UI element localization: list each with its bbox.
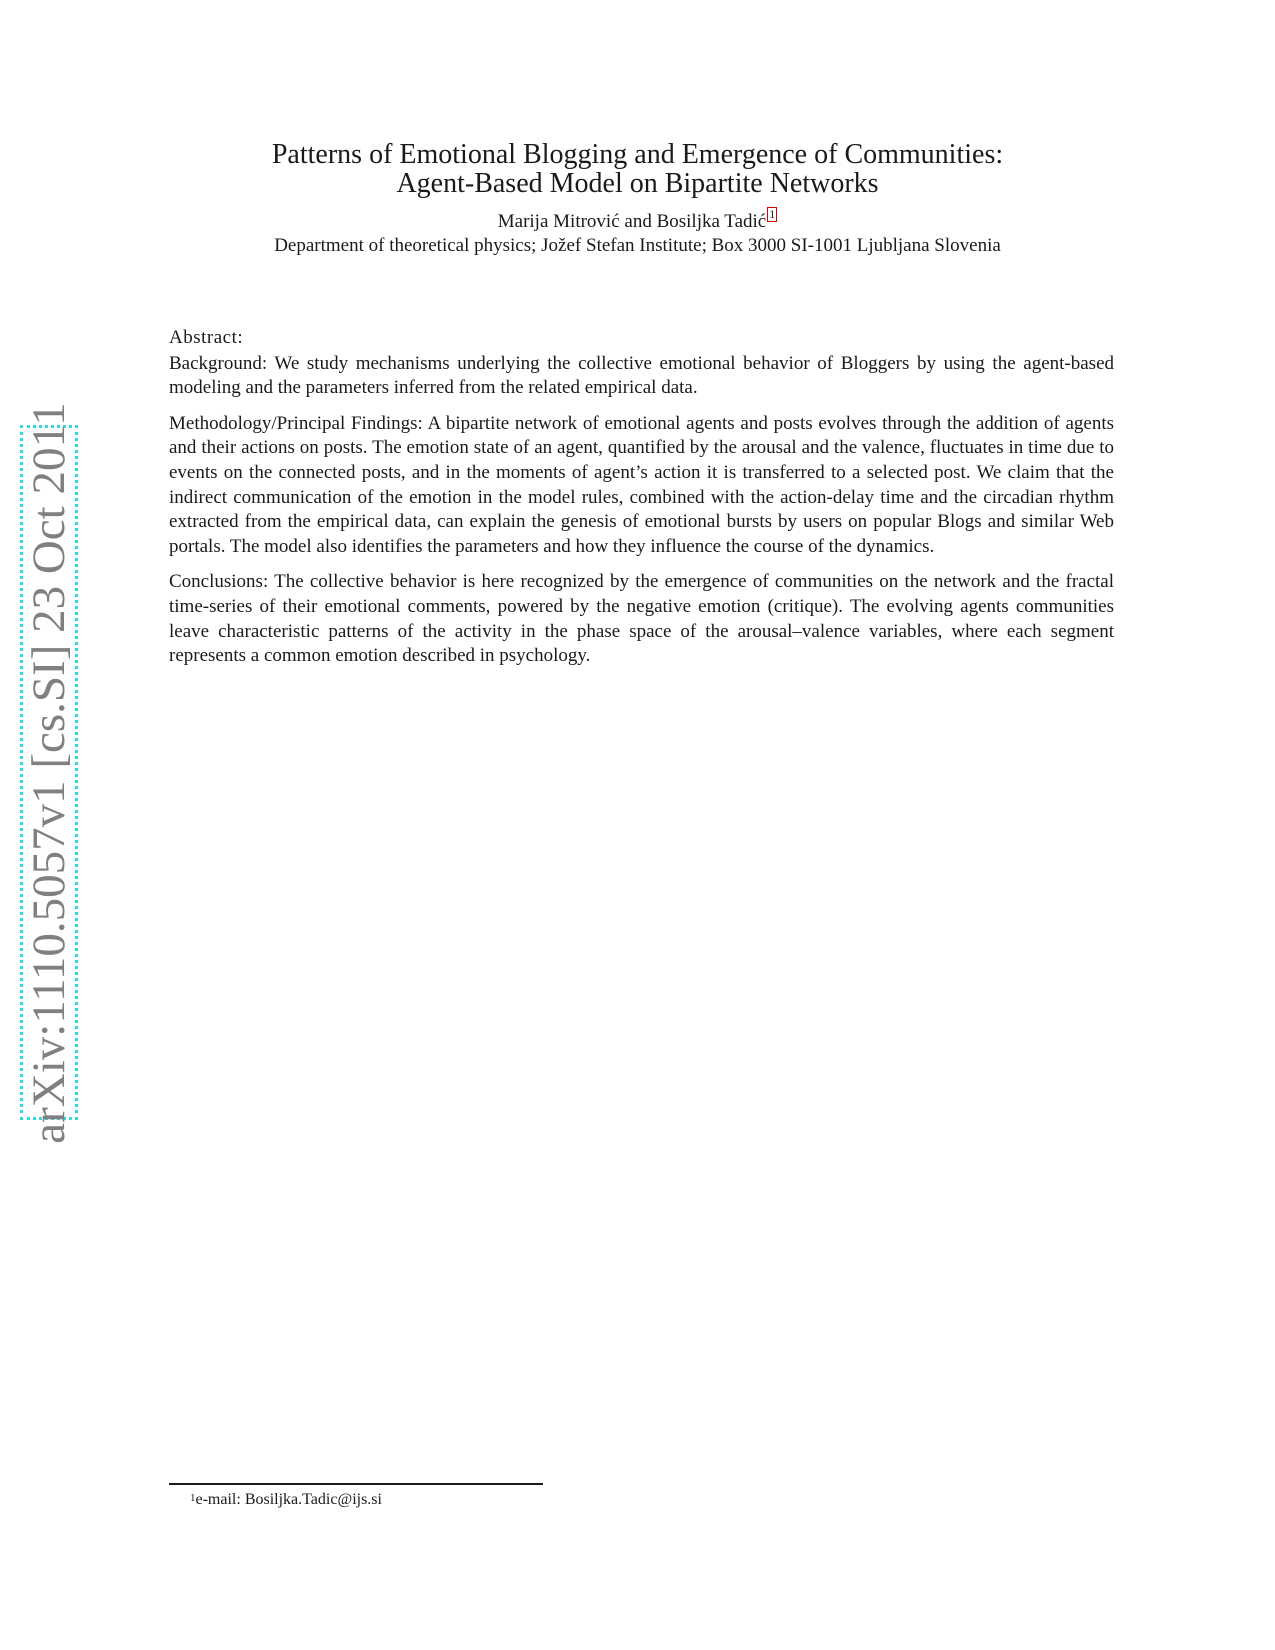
affiliation: Department of theoretical physics; Jožef Stefan Institute; Box 3000 SI-1001 Ljubljana Slovenia (274, 235, 1001, 256)
abstract-heading: Abstract: (169, 327, 244, 348)
title-block (160, 140, 1115, 258)
author-list (160, 207, 1115, 234)
paper-title-line-1: Patterns of Emotional Blogging and Emergence of Communities: (271, 139, 1004, 170)
abstract-conclusions: Conclusions: The collective behavior is here recognized by the emergence of communities on the network and the fractal time-series of their emotional comments, powered by the negative emotion (critique). The evolving agents communities leave characteristic patterns of the activity in the phase space of the arousal–valence variables, where each segment represents a common emotion described in psychology. (169, 571, 1114, 667)
author-names: Marija Mitrović and Bosiljka Tadić (497, 211, 767, 232)
arxiv-identifier: arXiv:1110.5057v1 [cs.SI] 23 Oct 2011 (23, 401, 75, 1144)
footnote-divider (169, 1483, 543, 1485)
footnote (190, 1490, 382, 1510)
footnote-number: 1 (190, 1492, 196, 1504)
abstract-section (169, 326, 1114, 680)
arxiv-stamp[interactable] (20, 401, 78, 1144)
footnote-text: e-mail: Bosiljka.Tadic@ijs.si (195, 1491, 382, 1508)
abstract-methodology: Methodology/Principal Findings: A bipartite network of emotional agents and posts evolves through the addition of agents and their actions on posts. The emotion state of an agent, quantified by the arousal and the valence, fluctuates in time due to events on the connected posts, and in the moments of agent’s action it is transferred to a selected post. We claim that the indirect communication of the emotion in the model rules, combined with the action-delay time and the circadian rhythm extracted from the empirical data, can explain the genesis of emotional bursts by users on popular Blogs and similar Web portals. The model also identifies the parameters and how they influence the course of the dynamics. (169, 412, 1114, 557)
paper-title-line-2: Agent-Based Model on Bipartite Networks (396, 168, 879, 199)
footnote-link[interactable]: 1 (769, 207, 776, 221)
abstract-background: Background: We study mechanisms underlying the collective emotional behavior of Bloggers by using the agent-based modeling and the parameters inferred from the related empirical data. (169, 352, 1114, 399)
